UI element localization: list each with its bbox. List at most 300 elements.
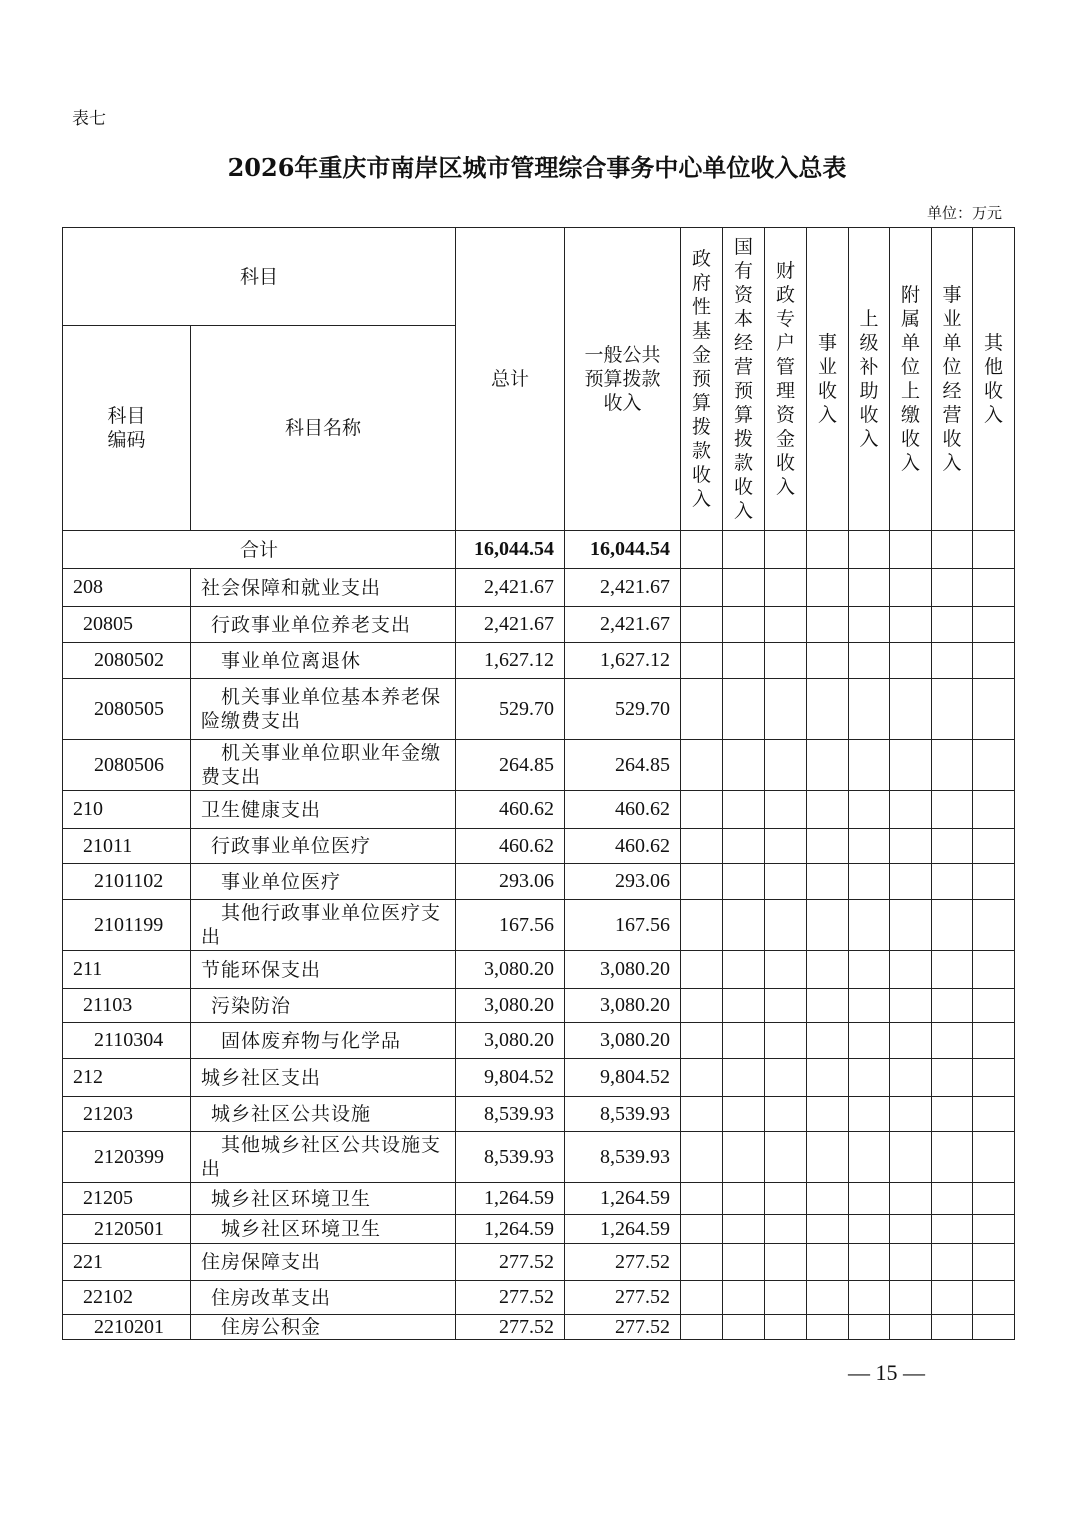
row-empty-cell — [765, 607, 807, 643]
header-v4 — [849, 228, 890, 531]
row-empty-cell — [973, 740, 1015, 791]
row-empty-cell — [765, 951, 807, 989]
row-empty-cell — [765, 679, 807, 740]
row-empty-cell — [849, 1023, 890, 1059]
row-empty-cell — [807, 791, 849, 829]
row-empty-cell — [932, 1183, 973, 1215]
row-empty-cell — [849, 607, 890, 643]
row-empty-cell — [932, 643, 973, 679]
header-v3 — [807, 228, 849, 531]
row-name — [191, 864, 456, 900]
total-label: 合计 — [63, 531, 456, 569]
table-row — [63, 951, 1015, 989]
row-empty-cell — [849, 569, 890, 607]
row-empty-cell — [849, 1097, 890, 1132]
row-code: 21203 — [63, 1097, 191, 1132]
row-name — [191, 1132, 456, 1183]
row-empty-cell — [932, 607, 973, 643]
header-v1-text: 国有资本经营预算拨款收入 — [734, 236, 754, 522]
header-v3-text: 事业收入 — [818, 332, 838, 426]
row-name — [191, 791, 456, 829]
header-code — [63, 326, 191, 531]
row-code: 211 — [63, 951, 191, 989]
row-empty-cell — [973, 607, 1015, 643]
header-v4-text: 上级补助收入 — [859, 308, 879, 450]
row-total: 2,421.67 — [456, 569, 565, 607]
row-empty-cell — [723, 864, 765, 900]
row-empty-cell — [765, 829, 807, 864]
row-total: 8,539.93 — [456, 1132, 565, 1183]
row-empty-cell — [932, 1132, 973, 1183]
row-empty-cell — [849, 1183, 890, 1215]
header-subject: 科目 — [63, 228, 456, 326]
row-empty-cell — [807, 951, 849, 989]
row-empty-cell — [890, 1281, 932, 1315]
row-empty-cell — [973, 1059, 1015, 1097]
row-name-text: 住房公积金 — [221, 1316, 322, 1338]
row-empty-cell — [765, 1215, 807, 1244]
row-code: 21205 — [63, 1183, 191, 1215]
header-v7-text: 其他收入 — [984, 332, 1004, 426]
row-empty-cell — [932, 1281, 973, 1315]
header-v1 — [723, 228, 765, 531]
row-general: 529.70 — [565, 679, 681, 740]
table-row — [63, 740, 1015, 791]
row-code: 20805 — [63, 607, 191, 643]
row-empty-cell — [973, 1281, 1015, 1315]
row-total: 277.52 — [456, 1315, 565, 1340]
row-name-text: 污染防治 — [211, 994, 292, 1017]
table-row — [63, 864, 1015, 900]
header-v6 — [932, 228, 973, 531]
row-empty-cell — [681, 1183, 723, 1215]
row-total: 277.52 — [456, 1244, 565, 1281]
row-empty-cell — [849, 643, 890, 679]
row-empty-cell — [681, 951, 723, 989]
row-name — [191, 569, 456, 607]
row-empty-cell — [723, 1315, 765, 1340]
row-total: 460.62 — [456, 791, 565, 829]
row-empty-cell — [849, 1244, 890, 1281]
header-v2-text: 财政专户管理资金收入 — [776, 260, 796, 498]
row-empty-cell — [723, 1183, 765, 1215]
row-empty-cell — [765, 1059, 807, 1097]
row-empty-cell — [681, 1315, 723, 1340]
row-empty-cell — [807, 607, 849, 643]
row-empty-cell — [932, 679, 973, 740]
row-name-text: 行政事业单位医疗 — [211, 835, 372, 857]
row-name-text: 其他城乡社区公共设施支出 — [201, 1134, 442, 1180]
row-general: 167.56 — [565, 900, 681, 951]
row-name — [191, 1215, 456, 1244]
row-empty-cell — [723, 607, 765, 643]
row-empty-cell — [932, 1244, 973, 1281]
row-empty-cell — [807, 1023, 849, 1059]
row-empty-cell — [973, 679, 1015, 740]
row-empty-cell — [723, 1215, 765, 1244]
row-empty-cell — [765, 569, 807, 607]
header-general-text: 一般公共预算拨款收入 — [584, 344, 661, 414]
row-general: 1,264.59 — [565, 1183, 681, 1215]
row-general: 264.85 — [565, 740, 681, 791]
row-empty-cell — [932, 951, 973, 989]
row-empty-cell — [890, 679, 932, 740]
total-general: 16,044.54 — [565, 531, 681, 569]
row-name — [191, 679, 456, 740]
table-row — [63, 1059, 1015, 1097]
row-total: 1,264.59 — [456, 1215, 565, 1244]
row-empty-cell — [932, 829, 973, 864]
row-empty-cell — [973, 829, 1015, 864]
row-empty-cell — [849, 1215, 890, 1244]
row-empty-cell — [932, 1215, 973, 1244]
row-general: 293.06 — [565, 864, 681, 900]
row-empty-cell — [890, 1215, 932, 1244]
row-name-text: 固体废弃物与化学品 — [221, 1029, 402, 1052]
header-v0 — [681, 228, 723, 531]
row-code: 2120399 — [63, 1132, 191, 1183]
row-empty-cell — [849, 1315, 890, 1340]
row-name — [191, 951, 456, 989]
row-empty-cell — [849, 740, 890, 791]
table-label: 表七 — [72, 109, 106, 129]
row-code: 2210201 — [63, 1315, 191, 1340]
row-empty-cell — [890, 829, 932, 864]
table-row — [63, 1132, 1015, 1183]
row-name — [191, 1244, 456, 1281]
row-code: 2080502 — [63, 643, 191, 679]
row-empty-cell — [723, 951, 765, 989]
row-empty-cell — [849, 989, 890, 1023]
row-total: 9,804.52 — [456, 1059, 565, 1097]
row-empty-cell — [681, 607, 723, 643]
row-empty-cell — [890, 1132, 932, 1183]
table-row — [63, 791, 1015, 829]
row-empty-cell — [807, 679, 849, 740]
row-empty-cell — [932, 900, 973, 951]
row-total: 8,539.93 — [456, 1097, 565, 1132]
row-empty-cell — [973, 1244, 1015, 1281]
row-empty-cell — [890, 740, 932, 791]
header-v5-text: 附属单位上缴收入 — [901, 284, 921, 474]
row-empty-cell — [890, 607, 932, 643]
row-empty-cell — [681, 864, 723, 900]
row-general: 277.52 — [565, 1244, 681, 1281]
row-name-text: 城乡社区公共设施 — [211, 1103, 372, 1125]
row-empty-cell — [723, 791, 765, 829]
row-name — [191, 740, 456, 791]
row-empty-cell — [807, 1183, 849, 1215]
header-code-text: 科目编码 — [107, 405, 146, 451]
row-empty-cell — [890, 569, 932, 607]
row-empty-cell — [973, 569, 1015, 607]
row-empty-cell — [723, 1244, 765, 1281]
row-empty-cell — [765, 1132, 807, 1183]
row-empty-cell — [890, 1097, 932, 1132]
row-empty-cell — [723, 1059, 765, 1097]
row-code: 210 — [63, 791, 191, 829]
row-empty-cell — [765, 1315, 807, 1340]
row-empty-cell — [973, 1215, 1015, 1244]
row-empty-cell — [890, 1315, 932, 1340]
row-empty-cell — [849, 791, 890, 829]
row-empty-cell — [807, 829, 849, 864]
row-empty-cell — [723, 989, 765, 1023]
row-name-text: 事业单位离退休 — [221, 649, 362, 672]
row-total: 3,080.20 — [456, 989, 565, 1023]
total-row — [63, 531, 1015, 569]
row-empty-cell — [765, 1097, 807, 1132]
row-empty-cell — [723, 1097, 765, 1132]
row-general: 2,421.67 — [565, 607, 681, 643]
row-code: 212 — [63, 1059, 191, 1097]
row-empty-cell — [890, 1183, 932, 1215]
row-empty-cell — [890, 951, 932, 989]
row-general: 1,264.59 — [565, 1215, 681, 1244]
header-total: 总计 — [456, 228, 565, 531]
row-general: 277.52 — [565, 1281, 681, 1315]
row-empty-cell — [681, 1023, 723, 1059]
row-empty-cell — [932, 740, 973, 791]
row-empty-cell — [973, 1183, 1015, 1215]
row-empty-cell — [681, 900, 723, 951]
row-general: 9,804.52 — [565, 1059, 681, 1097]
row-total: 460.62 — [456, 829, 565, 864]
row-code: 21011 — [63, 829, 191, 864]
header-v0-text: 政府性基金预算拨款收入 — [692, 248, 712, 510]
row-name — [191, 1059, 456, 1097]
row-empty-cell — [723, 569, 765, 607]
row-total: 1,264.59 — [456, 1183, 565, 1215]
row-name-text: 城乡社区环境卫生 — [221, 1218, 382, 1240]
row-empty-cell — [723, 829, 765, 864]
row-total: 3,080.20 — [456, 951, 565, 989]
row-empty-cell — [723, 1281, 765, 1315]
row-general: 277.52 — [565, 1315, 681, 1340]
row-empty-cell — [932, 864, 973, 900]
row-total: 167.56 — [456, 900, 565, 951]
row-name-text: 行政事业单位养老支出 — [211, 613, 412, 636]
table-row — [63, 989, 1015, 1023]
row-empty-cell — [932, 1097, 973, 1132]
table-row — [63, 1215, 1015, 1244]
table-row — [63, 569, 1015, 607]
row-empty-cell — [973, 900, 1015, 951]
row-name-text: 机关事业单位职业年金缴费支出 — [201, 742, 442, 788]
row-empty-cell — [973, 1097, 1015, 1132]
table-row — [63, 1281, 1015, 1315]
header-v2 — [765, 228, 807, 531]
row-general: 3,080.20 — [565, 1023, 681, 1059]
row-general: 460.62 — [565, 829, 681, 864]
row-empty-cell — [849, 864, 890, 900]
page-number: — 15 — — [848, 1360, 925, 1385]
row-name-text: 事业单位医疗 — [221, 870, 342, 893]
row-empty-cell — [807, 1244, 849, 1281]
row-empty-cell — [681, 989, 723, 1023]
row-empty-cell — [681, 1059, 723, 1097]
row-empty-cell — [807, 1132, 849, 1183]
row-empty-cell — [807, 569, 849, 607]
unit-label: 单位：万元 — [926, 204, 1002, 222]
row-empty-cell — [765, 1023, 807, 1059]
table-row — [63, 679, 1015, 740]
row-empty-cell — [681, 791, 723, 829]
row-empty-cell — [932, 1059, 973, 1097]
row-empty-cell — [890, 900, 932, 951]
row-empty-cell — [723, 679, 765, 740]
row-name-text: 住房保障支出 — [201, 1251, 322, 1273]
row-name-text: 城乡社区支出 — [201, 1066, 322, 1089]
row-empty-cell — [973, 643, 1015, 679]
row-empty-cell — [807, 989, 849, 1023]
row-name — [191, 1097, 456, 1132]
row-empty-cell — [890, 1023, 932, 1059]
table-row — [63, 607, 1015, 643]
row-empty-cell — [932, 989, 973, 1023]
row-empty-cell — [765, 1183, 807, 1215]
row-empty-cell — [932, 1315, 973, 1340]
row-empty-cell — [765, 791, 807, 829]
row-empty-cell — [932, 791, 973, 829]
row-empty-cell — [932, 569, 973, 607]
row-empty-cell — [681, 740, 723, 791]
page-title: 2026年重庆市南岸区城市管理综合事务中心单位收入总表 — [227, 153, 847, 182]
row-total: 529.70 — [456, 679, 565, 740]
row-general: 8,539.93 — [565, 1097, 681, 1132]
row-empty-cell — [849, 951, 890, 989]
row-empty-cell — [723, 1023, 765, 1059]
row-empty-cell — [765, 1244, 807, 1281]
row-empty-cell — [973, 1132, 1015, 1183]
header-general — [565, 228, 681, 531]
row-empty-cell — [973, 864, 1015, 900]
row-total: 1,627.12 — [456, 643, 565, 679]
row-empty-cell — [807, 1097, 849, 1132]
row-empty-cell — [973, 951, 1015, 989]
row-empty-cell — [890, 864, 932, 900]
row-empty-cell — [765, 643, 807, 679]
row-empty-cell — [723, 643, 765, 679]
row-empty-cell — [681, 1281, 723, 1315]
row-name — [191, 1023, 456, 1059]
row-code: 2110304 — [63, 1023, 191, 1059]
row-total: 264.85 — [456, 740, 565, 791]
table-row — [63, 1244, 1015, 1281]
row-total: 2,421.67 — [456, 607, 565, 643]
row-name — [191, 1281, 456, 1315]
row-empty-cell — [765, 864, 807, 900]
row-code: 2120501 — [63, 1215, 191, 1244]
income-table — [62, 227, 1015, 1340]
row-empty-cell — [973, 791, 1015, 829]
row-name — [191, 989, 456, 1023]
header-name: 科目名称 — [191, 326, 456, 531]
row-total: 3,080.20 — [456, 1023, 565, 1059]
row-code: 21103 — [63, 989, 191, 1023]
row-code: 2080505 — [63, 679, 191, 740]
row-empty-cell — [807, 1315, 849, 1340]
table-row — [63, 643, 1015, 679]
row-empty-cell — [849, 1132, 890, 1183]
row-name — [191, 607, 456, 643]
table-row — [63, 1183, 1015, 1215]
row-code: 221 — [63, 1244, 191, 1281]
table-row — [63, 1315, 1015, 1340]
row-empty-cell — [890, 643, 932, 679]
row-name-text: 其他行政事业单位医疗支出 — [201, 902, 442, 948]
row-general: 3,080.20 — [565, 951, 681, 989]
table-row — [63, 900, 1015, 951]
total-total: 16,044.54 — [456, 531, 565, 569]
row-name-text: 卫生健康支出 — [201, 798, 322, 821]
row-empty-cell — [765, 740, 807, 791]
row-total: 293.06 — [456, 864, 565, 900]
table-row — [63, 1097, 1015, 1132]
row-code: 2101102 — [63, 864, 191, 900]
row-empty-cell — [849, 679, 890, 740]
row-empty-cell — [807, 740, 849, 791]
row-general: 2,421.67 — [565, 569, 681, 607]
row-empty-cell — [807, 900, 849, 951]
row-empty-cell — [765, 989, 807, 1023]
row-empty-cell — [765, 1281, 807, 1315]
row-name — [191, 1183, 456, 1215]
row-name-text: 城乡社区环境卫生 — [211, 1187, 372, 1210]
row-general: 8,539.93 — [565, 1132, 681, 1183]
row-general: 3,080.20 — [565, 989, 681, 1023]
row-name — [191, 829, 456, 864]
row-empty-cell — [973, 1023, 1015, 1059]
row-empty-cell — [932, 1023, 973, 1059]
row-empty-cell — [890, 1244, 932, 1281]
row-empty-cell — [849, 1281, 890, 1315]
row-empty-cell — [973, 989, 1015, 1023]
row-empty-cell — [849, 829, 890, 864]
row-empty-cell — [681, 1132, 723, 1183]
row-code: 22102 — [63, 1281, 191, 1315]
row-name-text: 节能环保支出 — [201, 958, 322, 981]
row-empty-cell — [849, 1059, 890, 1097]
row-empty-cell — [681, 679, 723, 740]
row-general: 1,627.12 — [565, 643, 681, 679]
row-code: 208 — [63, 569, 191, 607]
row-empty-cell — [973, 1315, 1015, 1340]
table-row — [63, 1023, 1015, 1059]
row-name-text: 住房改革支出 — [211, 1286, 332, 1309]
row-empty-cell — [723, 900, 765, 951]
row-empty-cell — [723, 740, 765, 791]
row-name — [191, 900, 456, 951]
row-empty-cell — [807, 1215, 849, 1244]
row-name-text: 机关事业单位基本养老保险缴费支出 — [201, 686, 442, 732]
row-empty-cell — [681, 643, 723, 679]
row-empty-cell — [890, 989, 932, 1023]
row-empty-cell — [681, 1215, 723, 1244]
row-empty-cell — [807, 643, 849, 679]
row-name — [191, 1315, 456, 1340]
row-empty-cell — [849, 900, 890, 951]
row-empty-cell — [890, 1059, 932, 1097]
row-empty-cell — [681, 829, 723, 864]
row-code: 2101199 — [63, 900, 191, 951]
row-empty-cell — [765, 900, 807, 951]
row-name — [191, 643, 456, 679]
row-empty-cell — [681, 1244, 723, 1281]
header-v6-text: 事业单位经营收入 — [942, 284, 962, 474]
header-v7 — [973, 228, 1015, 531]
row-empty-cell — [807, 1059, 849, 1097]
